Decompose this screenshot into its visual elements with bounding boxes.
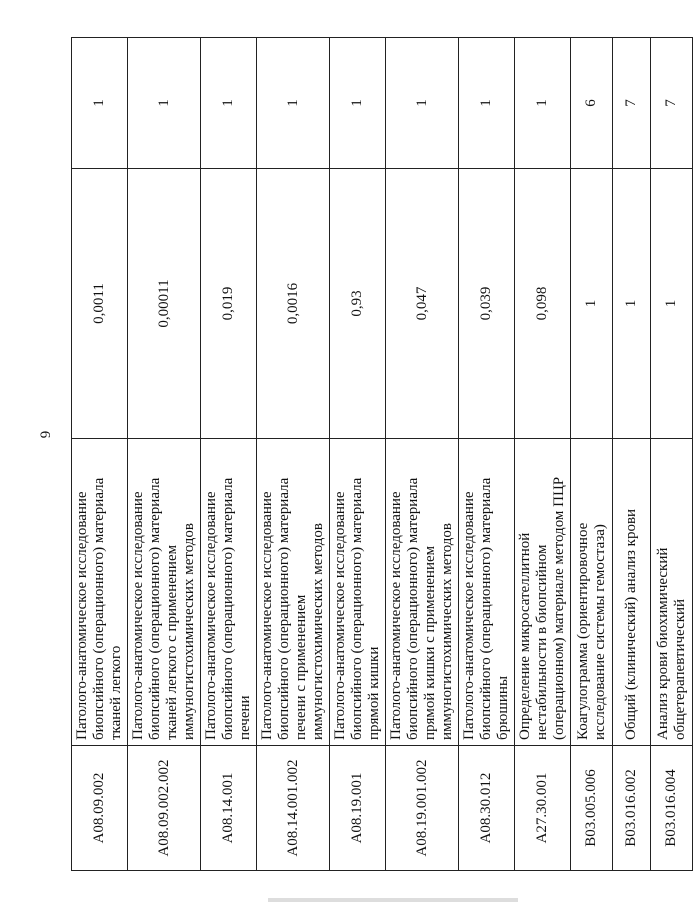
page-number: 6 <box>36 430 53 439</box>
cell-freq: 1 <box>613 169 651 439</box>
cell-count: 6 <box>571 38 613 169</box>
cell-count: 1 <box>201 38 257 169</box>
cell-name: Патолого-анатомическое исследование биопсийного (операционного) материала брюшины <box>459 439 515 746</box>
cell-name: Патолого-анатомическое исследование биопсийного (операционного) материала прямой кишки с применением иммуногистохимических методов <box>386 439 459 746</box>
cell-name: Патолого-анатомическое исследование биопсийного (операционного) материала печени <box>201 439 257 746</box>
table-row <box>72 38 128 871</box>
cell-freq: 0,93 <box>330 169 386 439</box>
cell-name: Общий (клинический) анализ крови <box>613 439 651 746</box>
cell-code: B03.016.002 <box>613 746 651 871</box>
cell-count: 1 <box>257 38 330 169</box>
cell-count: 1 <box>515 38 571 169</box>
cell-code: B03.005.006 <box>571 746 613 871</box>
cell-freq: 1 <box>651 169 693 439</box>
cell-freq: 0,0011 <box>72 169 128 439</box>
cell-code: A08.19.001.002 <box>386 746 459 871</box>
table-row <box>257 38 330 871</box>
cell-count: 1 <box>459 38 515 169</box>
cell-freq: 0,039 <box>459 169 515 439</box>
cell-name: Определение микросателлитной нестабильности в биопсийном (операционном) материале методом ПЦР <box>515 439 571 746</box>
table-row <box>386 38 459 871</box>
cell-freq: 0,0016 <box>257 169 330 439</box>
cell-code: A08.09.002 <box>72 746 128 871</box>
table-row <box>128 38 201 871</box>
cell-name: Коагулограмма (ориентировочное исследование системы гемостаза) <box>571 439 613 746</box>
table-body <box>72 38 693 871</box>
cell-code: A08.19.001 <box>330 746 386 871</box>
scan-edge <box>268 898 518 902</box>
cell-freq: 0,019 <box>201 169 257 439</box>
table-row <box>459 38 515 871</box>
cell-name: Анализ крови биохимический общетерапевтический <box>651 439 693 746</box>
cell-count: 1 <box>128 38 201 169</box>
cell-count: 1 <box>330 38 386 169</box>
services-table <box>71 37 693 871</box>
table-row <box>613 38 651 871</box>
table-row <box>330 38 386 871</box>
cell-freq: 0,00011 <box>128 169 201 439</box>
cell-name: Патолого-анатомическое исследование биопсийного (операционного) материала тканей легкого с применением иммуногистохимических методов <box>128 439 201 746</box>
cell-count: 1 <box>386 38 459 169</box>
cell-name: Патолого-анатомическое исследование биопсийного (операционного) материала печени с применением иммуногистохимических методов <box>257 439 330 746</box>
rotated-table-wrapper <box>71 38 688 871</box>
cell-count: 1 <box>72 38 128 169</box>
cell-freq: 0,098 <box>515 169 571 439</box>
table-row <box>651 38 693 871</box>
cell-freq: 0,047 <box>386 169 459 439</box>
cell-freq: 1 <box>571 169 613 439</box>
cell-count: 7 <box>613 38 651 169</box>
table-row <box>515 38 571 871</box>
cell-code: B03.016.004 <box>651 746 693 871</box>
cell-code: A08.14.001.002 <box>257 746 330 871</box>
table-row <box>201 38 257 871</box>
cell-code: A08.09.002.002 <box>128 746 201 871</box>
cell-code: A08.14.001 <box>201 746 257 871</box>
cell-name: Патолого-анатомическое исследование биопсийного (операционного) материала тканей легкого <box>72 439 128 746</box>
cell-code: A27.30.001 <box>515 746 571 871</box>
cell-count: 7 <box>651 38 693 169</box>
table-row <box>571 38 613 871</box>
cell-code: A08.30.012 <box>459 746 515 871</box>
cell-name: Патолого-анатомическое исследование биопсийного (операционного) материала прямой кишки <box>330 439 386 746</box>
